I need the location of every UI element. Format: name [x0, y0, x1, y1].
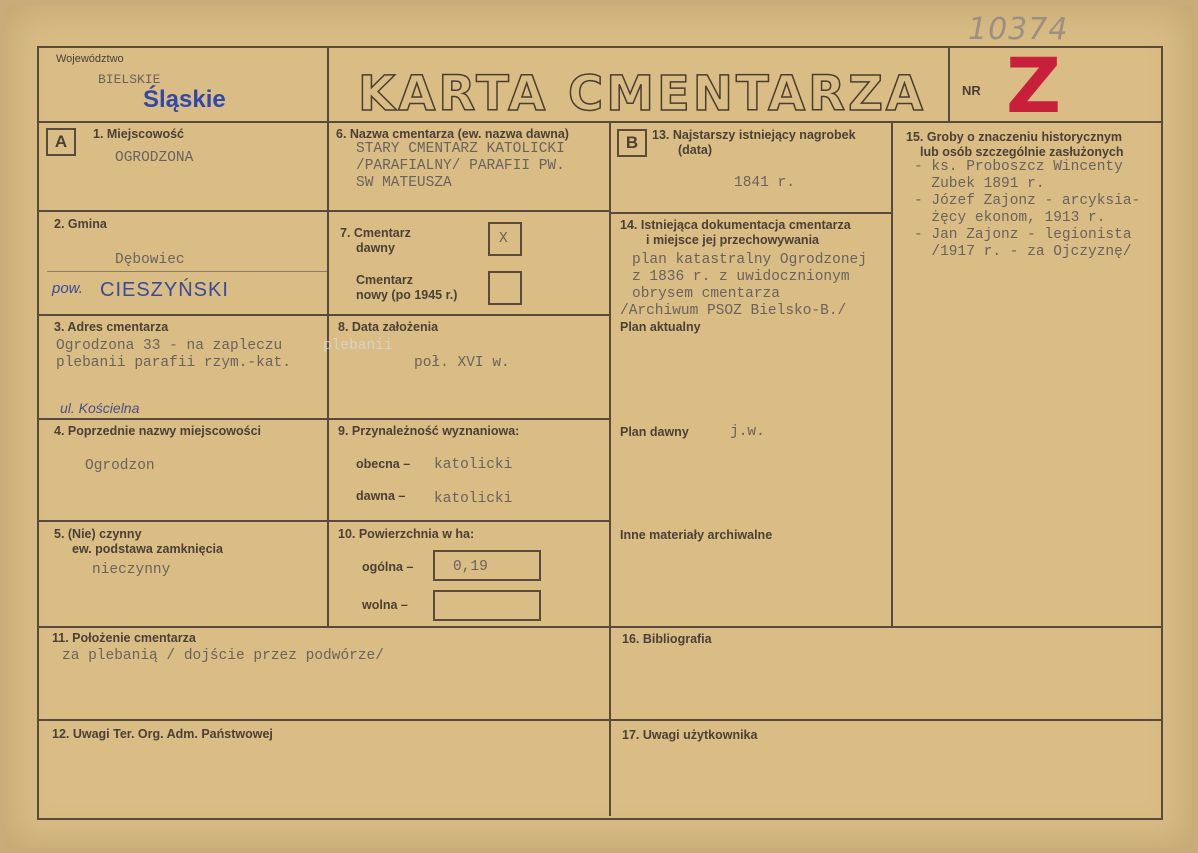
- nr-label: NR: [962, 83, 981, 98]
- field-3-label: 3. Adres cmentarza: [54, 320, 169, 334]
- field-4-label: 4. Poprzednie nazwy miejscowości: [54, 424, 262, 438]
- field-2-value: Dębowiec: [115, 252, 185, 268]
- field-15-line-2: Zubek 1891 r.: [914, 176, 1045, 192]
- field-14-line-1: plan katastralny Ogrodzonej: [632, 252, 867, 268]
- archive-number-stamp: 10374: [968, 12, 1069, 47]
- field-6-line-2: /PARAFIALNY/ PARAFII PW.: [356, 158, 565, 174]
- field-7-old-label-1: 7. Cmentarz: [340, 226, 411, 240]
- field-10-label: 10. Powierzchnia w ha:: [338, 527, 475, 541]
- field-17-label: 17. Uwagi użytkownika: [622, 728, 758, 742]
- field-3-line-1: Ogrodzona 33 - na zapleczu: [56, 338, 283, 354]
- field-15-label-1: 15. Groby o znaczeniu historycznym: [906, 130, 1123, 144]
- field-2-hand-value: CIESZYŃSKI: [100, 279, 229, 301]
- voivodeship-label: Województwo: [56, 53, 124, 65]
- old-cemetery-mark: X: [499, 231, 508, 247]
- field-1-value: OGRODZONA: [115, 150, 194, 166]
- nr-value: Z: [1006, 41, 1062, 130]
- grid-line: [37, 719, 1161, 721]
- field-3-line-2: plebanii parafii rzym.-kat.: [56, 355, 291, 371]
- new-cemetery-checkbox[interactable]: [488, 271, 522, 305]
- field-15-line-6: /1917 r. - za Ojczyznę/: [914, 244, 1132, 260]
- field-2-label: 2. Gmina: [54, 217, 107, 231]
- field-11-label: 11. Położenie cmentarza: [52, 631, 196, 645]
- field-13-label-1: 13. Najstarszy istniejący nagrobek: [652, 128, 856, 142]
- field-10-free-label: wolna –: [362, 598, 408, 612]
- field-6-line-1: STARY CMENTARZ KATOLICKI: [356, 141, 565, 157]
- field-5-label-2: ew. podstawa zamknięcia: [72, 542, 223, 556]
- field-15-line-3: - Józef Zajonz - arcyksia-: [914, 193, 1141, 209]
- field-14-label-1: 14. Istniejąca dokumentacja cmentarza: [620, 218, 851, 232]
- field-14-line-3: obrysem cmentarza: [632, 286, 780, 302]
- grid-line: [37, 314, 611, 316]
- field-9-current-value: katolicki: [434, 457, 513, 473]
- field-14-line-2: z 1836 r. z uwidocznionym: [632, 269, 850, 285]
- grid-line: [37, 626, 1161, 628]
- other-materials-label: Inne materiały archiwalne: [620, 528, 773, 542]
- field-5-value: nieczynny: [92, 562, 171, 578]
- free-area-field[interactable]: [433, 590, 541, 621]
- field-7-old-label-2: dawny: [356, 241, 395, 255]
- field-16-label: 16. Bibliografia: [622, 632, 712, 646]
- plan-old-value: j.w.: [730, 424, 765, 440]
- field-11-value: za plebanią / dojście przez podwórze/: [62, 648, 384, 664]
- card-title: KARTA CMENTARZA: [358, 66, 927, 122]
- field-7-new-label-1: Cmentarz: [356, 273, 413, 287]
- gmina-divider: [47, 271, 327, 272]
- grid-line: [37, 210, 611, 212]
- grid-line: [611, 212, 893, 214]
- field-9-current-label: obecna –: [356, 457, 411, 471]
- section-a-badge: A: [46, 128, 76, 156]
- voivodeship-typed: BIELSKIE: [98, 72, 161, 87]
- grid-line: [37, 418, 611, 420]
- field-15-line-4: żęcy ekonom, 1913 r.: [914, 210, 1106, 226]
- total-area-value: 0,19: [453, 559, 488, 575]
- field-12-label: 12. Uwagi Ter. Org. Adm. Państwowej: [52, 727, 273, 741]
- field-10-total-label: ogólna –: [362, 560, 414, 574]
- field-5-label-1: 5. (Nie) czynny: [54, 527, 142, 541]
- grid-line: [891, 121, 893, 626]
- field-15-line-1: - ks. Proboszcz Wincenty: [914, 159, 1123, 175]
- grid-line: [948, 48, 950, 123]
- field-6-line-3: SW MATEUSZA: [356, 175, 452, 191]
- field-2-hand-prefix: pow.: [52, 280, 83, 297]
- grid-line: [609, 121, 611, 816]
- field-13-label-2: (data): [678, 143, 713, 157]
- field-1-label: 1. Miejscowość: [93, 127, 185, 141]
- field-14-label-2: i miejsce jej przechowywania: [646, 233, 819, 247]
- field-4-value: Ogrodzon: [85, 458, 155, 474]
- field-15-line-5: - Jan Zajonz - legionista: [914, 227, 1132, 243]
- field-9-former-label: dawna –: [356, 489, 406, 503]
- voivodeship-handwritten: Śląskie: [143, 86, 226, 113]
- field-8-value: poł. XVI w.: [414, 355, 510, 371]
- section-b-badge: B: [617, 129, 647, 157]
- field-13-value: 1841 r.: [734, 175, 795, 191]
- field-9-former-value: katolicki: [434, 491, 513, 507]
- plan-current-label: Plan aktualny: [620, 320, 701, 334]
- field-15-label-2: lub osób szczególnie zasłużonych: [920, 145, 1124, 159]
- field-3-hand-note: ul. Kościelna: [60, 400, 140, 416]
- field-3-struck-word: plebanii: [323, 338, 393, 354]
- field-7-new-label-2: nowy (po 1945 r.): [356, 288, 458, 302]
- field-8-label: 8. Data założenia: [338, 320, 439, 334]
- grid-line: [37, 520, 611, 522]
- total-area-field[interactable]: [433, 550, 541, 581]
- field-14-line-4: /Archiwum PSOZ Bielsko-B./: [620, 303, 847, 319]
- old-cemetery-checkbox[interactable]: [488, 222, 522, 256]
- field-6-label: 6. Nazwa cmentarza (ew. nazwa dawna): [336, 127, 569, 141]
- plan-old-label: Plan dawny: [620, 425, 689, 439]
- field-9-label: 9. Przynależność wyznaniowa:: [338, 424, 520, 438]
